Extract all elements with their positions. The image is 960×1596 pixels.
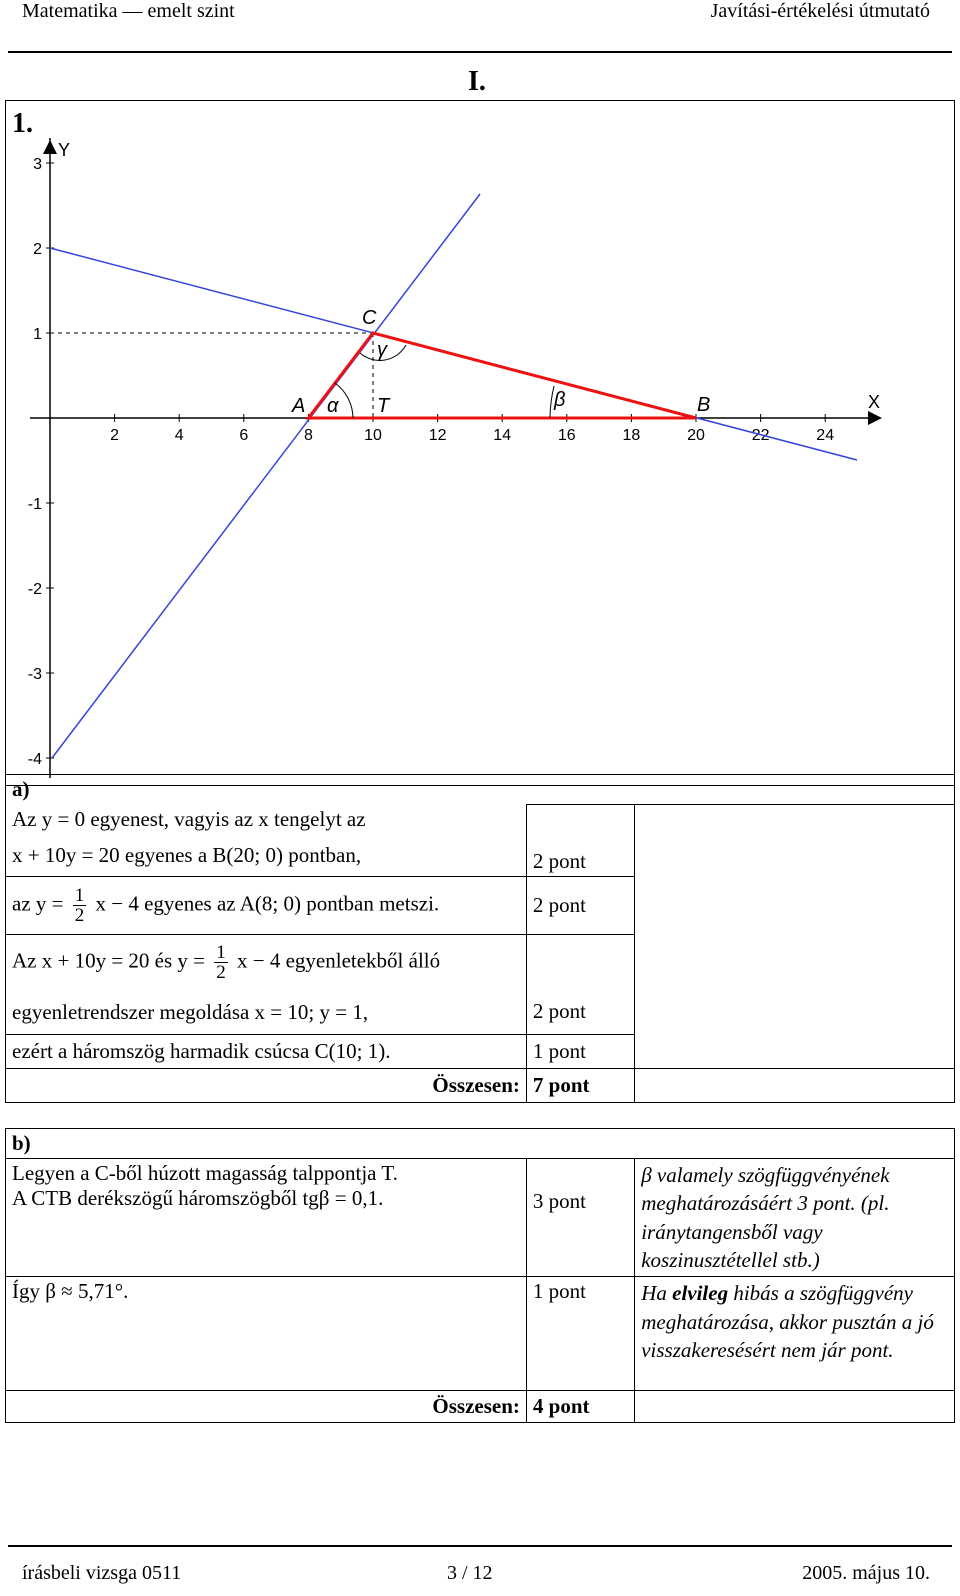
- fraction-one-half: [214, 943, 228, 982]
- part-a-notes: [635, 805, 955, 1069]
- part-a-total-points: 7 pont: [526, 1069, 634, 1103]
- part-b-table: [5, 1128, 955, 1423]
- part-a-line4-pre: Az x + 10y = 20 és y =: [12, 948, 206, 973]
- y-axis-label: Y: [58, 140, 71, 160]
- y-tick-label: -2: [27, 581, 42, 598]
- part-b-line3: Így β ≈ 5,71°.: [6, 1277, 527, 1391]
- part-a-points-1: 2 pont: [526, 805, 634, 877]
- part-b-points-2: 1 pont: [526, 1277, 634, 1391]
- point-t-label: T: [377, 395, 390, 417]
- y-tick-label: 3: [33, 156, 42, 173]
- line-y-eq-half-x-minus-4: [52, 194, 480, 758]
- part-a-line5: egyenletrendszer megoldása x = 10; y = 1,: [6, 991, 527, 1035]
- fraction-one-half: [73, 886, 87, 925]
- problem-number: 1.: [12, 108, 33, 139]
- x-tick-label: 14: [493, 427, 512, 444]
- x-tick-label: 10: [364, 427, 382, 444]
- part-a-line1: Az y = 0 egyenest, vagyis az x tengelyt az: [6, 805, 527, 835]
- header-subject: Matematika — emelt szint: [22, 0, 235, 22]
- part-a-line6: ezért a háromszög harmadik csúcsa C(10; 1).: [6, 1035, 527, 1069]
- part-a-line2: x + 10y = 20 egyenes a B(20; 0) pontban,: [6, 835, 527, 877]
- point-a-label: A: [292, 395, 306, 417]
- fraction-denominator: 2: [74, 905, 85, 926]
- x-tick-label: 18: [622, 427, 641, 444]
- part-b-line1: Legyen a C-ből húzott magasság talppontja T.: [12, 1161, 398, 1185]
- part-b-line2: A CTB derékszögű háromszögből tgβ = 0,1.: [12, 1186, 384, 1210]
- part-b-total-points: 4 pont: [526, 1391, 634, 1423]
- part-b-note-2: [635, 1277, 955, 1391]
- angle-alpha-label: α: [327, 395, 339, 417]
- x-tick-label: 24: [816, 427, 835, 444]
- header-guide-title: Javítási-értékelési útmutató: [710, 0, 930, 22]
- y-tick-label: -1: [27, 496, 42, 513]
- x-tick-label: 16: [557, 427, 576, 444]
- part-a-line4: [6, 935, 527, 991]
- part-b-note-2-emphasis: elvileg: [672, 1281, 729, 1306]
- part-a-points-2: 2 pont: [526, 877, 634, 935]
- header-rule: [8, 51, 952, 53]
- x-tick-label: 6: [239, 427, 249, 444]
- point-c-label: C: [362, 307, 377, 329]
- part-a-points-4: 1 pont: [526, 1035, 634, 1069]
- part-b-note-2-post: hibás a szögfüggvény meghatározása, akkor pusztán a jó visszakeresésért nem jár pont.: [641, 1281, 934, 1363]
- x-axis-label: X: [868, 392, 881, 412]
- y-tick-label: 1: [33, 326, 42, 343]
- coordinate-graph: [27, 138, 900, 778]
- part-a-line3-post: x − 4 egyenes az A(8; 0) pontban metszi.: [95, 891, 440, 916]
- part-b-note-2-pre: Ha: [641, 1281, 673, 1306]
- part-a-table: [5, 774, 955, 1103]
- angle-beta-label: β: [554, 389, 566, 411]
- y-tick-label: -3: [27, 666, 42, 683]
- section-number: I.: [468, 66, 486, 97]
- point-b-label: B: [697, 394, 711, 416]
- x-tick-label: 12: [428, 427, 447, 444]
- part-a-line4-post: x − 4 egyenletekből álló: [237, 948, 441, 973]
- part-a-points-3: 2 pont: [526, 935, 634, 1035]
- part-a-line3-pre: az y =: [12, 891, 64, 916]
- fraction-denominator: 2: [216, 962, 226, 984]
- y-tick-label: 2: [33, 241, 42, 258]
- x-tick-label: 2: [110, 427, 120, 444]
- part-b-solution-1: [6, 1159, 527, 1277]
- x-axis-arrow: [868, 411, 882, 425]
- part-b-total-label: Összesen:: [6, 1391, 527, 1423]
- x-tick-label: 8: [303, 427, 313, 444]
- footer-exam-code: írásbeli vizsga 0511: [22, 1562, 182, 1584]
- footer-date: 2005. május 10.: [802, 1562, 930, 1584]
- part-b-points-1: 3 pont: [526, 1159, 634, 1277]
- part-b-heading: b): [6, 1129, 955, 1159]
- x-tick-label: 20: [687, 427, 705, 444]
- fraction-numerator: 1: [74, 885, 85, 906]
- part-b-note-1: β valamely szögfüggvényének meghatározásáért 3 pont. (pl. iránytangensből vagy koszinusztétellel stb.): [635, 1159, 955, 1277]
- y-tick-label: -4: [27, 751, 42, 768]
- fraction-numerator: 1: [216, 942, 226, 964]
- x-tick-label: 4: [174, 427, 184, 444]
- footer-page-number: 3 / 12: [447, 1562, 493, 1584]
- footer-rule: [8, 1545, 952, 1547]
- part-a-line3: [6, 877, 527, 935]
- part-a-total-note: [635, 1069, 955, 1103]
- part-b-total-note: [635, 1391, 955, 1423]
- angle-gamma-label: γ: [377, 339, 387, 361]
- part-a-total-label: Összesen:: [6, 1069, 527, 1103]
- y-axis-arrow: [43, 140, 57, 154]
- triangle-abc: [308, 333, 696, 418]
- x-tick-label: 22: [751, 427, 770, 444]
- part-a-heading: a): [6, 775, 955, 805]
